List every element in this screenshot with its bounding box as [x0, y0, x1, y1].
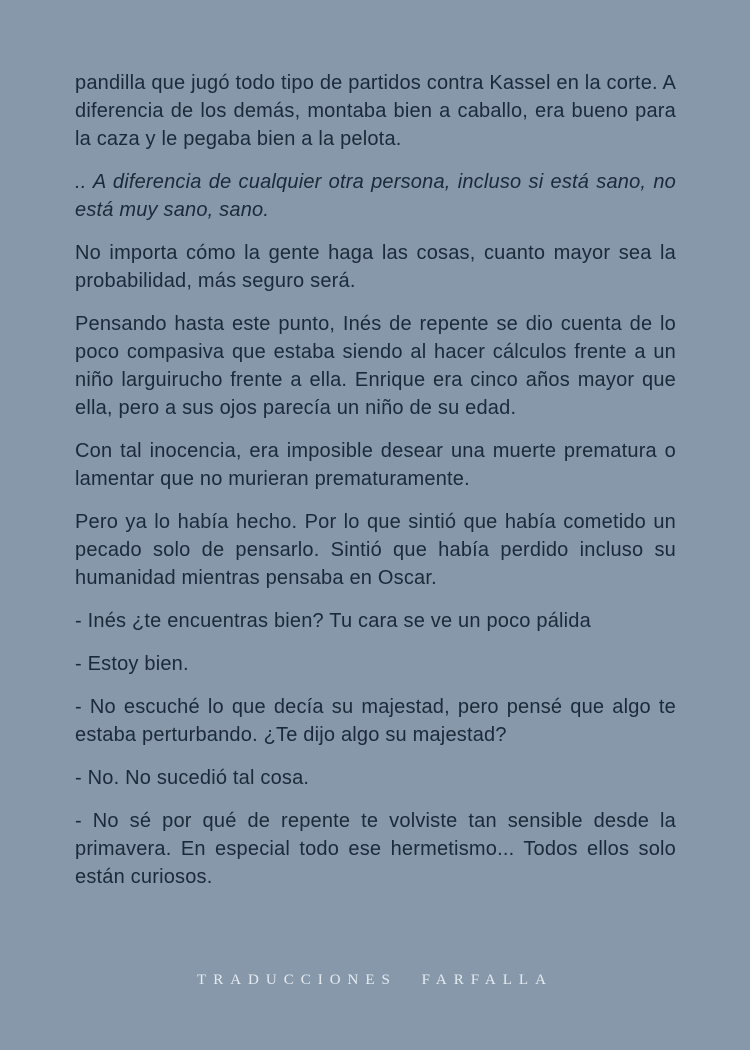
- paragraph-narration-4: Con tal inocencia, era imposible desear una muerte prematura o lamentar que no murieran prematuramente.: [75, 440, 676, 490]
- paragraph-narration-2: No importa cómo la gente haga las cosas, cuanto mayor sea la probabilidad, más seguro será.: [75, 242, 676, 292]
- paragraph-dialogue-1: - Inés ¿te encuentras bien? Tu cara se ve un poco pálida: [75, 610, 591, 632]
- page-text: [75, 69, 676, 906]
- paragraph-narration-5: Pero ya lo había hecho. Por lo que sintió que había cometido un pecado solo de pensarlo. Sintió que había perdido incluso su humanidad mientras pensaba en Oscar.: [75, 511, 676, 589]
- paragraph-dialogue-5: - No sé por qué de repente te volviste tan sensible desde la primavera. En especial todo ese hermetismo... Todos ellos solo están curiosos.: [75, 810, 676, 888]
- paragraph-narration-3: Pensando hasta este punto, Inés de repente se dio cuenta de lo poco compasiva que estaba siendo al hacer cálculos frente a un niño larguirucho frente a ella. Enrique era cinco años mayor que ella, pero a sus ojos parecía un niño de su edad.: [75, 313, 676, 419]
- paragraph-dialogue-2: - Estoy bien.: [75, 653, 189, 675]
- translator-credit: TRADUCCIONES FARFALLA: [197, 972, 553, 988]
- paragraph-dialogue-3: - No escuché lo que decía su majestad, pero pensé que algo te estaba perturbando. ¿Te dijo algo su majestad?: [75, 696, 676, 746]
- paragraph-dialogue-4: - No. No sucedió tal cosa.: [75, 767, 310, 789]
- paragraph-quote-italic: .. A diferencia de cualquier otra persona, incluso si está sano, no está muy sano, sano.: [75, 171, 676, 221]
- paragraph-narration-1: pandilla que jugó todo tipo de partidos contra Kassel en la corte. A diferencia de los demás, montaba bien a caballo, era bueno para la caza y le pegaba bien a la pelota.: [75, 72, 676, 150]
